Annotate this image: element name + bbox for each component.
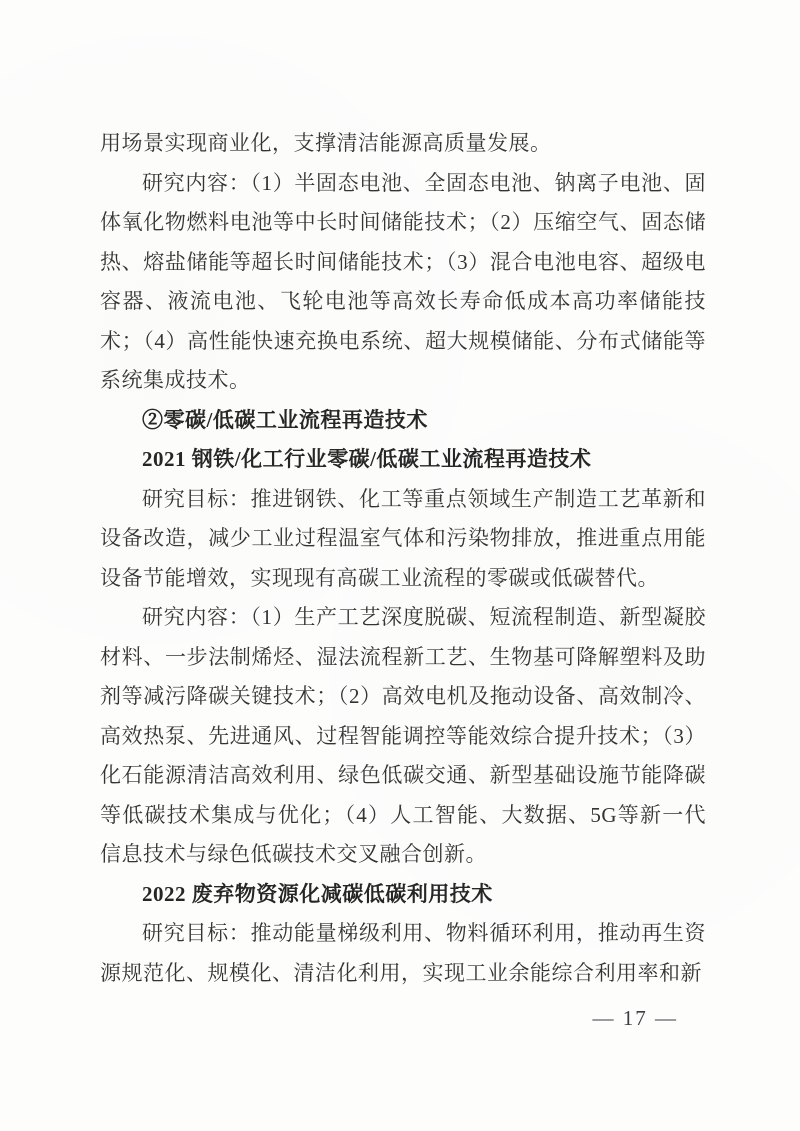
document-text-block: [100, 124, 706, 993]
paragraph-research-content-low-carbon-process: 研究内容：（1）生产工艺深度脱碳、短流程制造、新型凝胶材料、一步法制烯烃、湿法流程新工艺、生物基可降解塑料及助剂等减污降碳关键技术；（2）高效电机及拖动设备、高效制冷、高效热泵、先进通风、过程智能调控等能效综合提升技术；（3）化石能源清洁高效利用、绿色低碳交通、新型基础设施节能降碳等低碳技术集成与优化；（4）人工智能、大数据、5G等新一代信息技术与绿色低碳技术交叉融合创新。: [100, 605, 706, 866]
heading-2021-steel-chemical-industry: 2021 钢铁/化工行业零碳/低碳工业流程再造技术: [142, 447, 592, 471]
paragraph-research-content-energy-storage: 研究内容：（1）半固态电池、全固态电池、钠离子电池、固体氧化物燃料电池等中长时间储能技术；（2）压缩空气、固态储热、熔盐储能等超长时间储能技术；（3）混合电池电容、超级电容器、液流电池、飞轮电池等高效长寿命低成本高功率储能技术；（4）高性能快速充换电系统、超大规模储能、分布式储能等系统集成技术。: [100, 170, 706, 392]
paragraph-research-goal-waste-utilization: 研究目标：推动能量梯级利用、物料循环利用，推动再生资源规范化、规模化、清洁化利用，实现工业余能综合利用率和新: [100, 921, 706, 985]
paragraph-commercialization-continuation: 用场景实现商业化，支撑清洁能源高质量发展。: [100, 131, 552, 155]
heading-2022-waste-resource-utilization: 2022 废弃物资源化减碳低碳利用技术: [142, 881, 493, 906]
paragraph-research-goal-steel-chemical: 研究目标：推进钢铁、化工等重点领域生产制造工艺革新和设备改造，减少工业过程温室气体和污染物排放，推进重点用能设备节能增效，实现现有高碳工业流程的零碳或低碳替代。: [100, 486, 706, 590]
page-number: — 17 —: [592, 1006, 678, 1030]
heading-zero-carbon-industrial-process: ②零碳/低碳工业流程再造技术: [142, 407, 428, 432]
